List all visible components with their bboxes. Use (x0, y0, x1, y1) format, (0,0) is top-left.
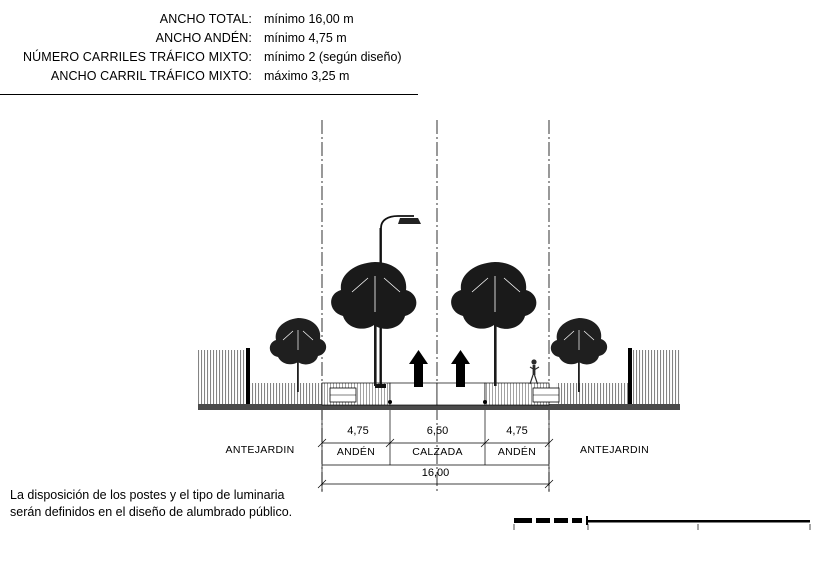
zone-label-anden-right: ANDÉN (497, 446, 537, 458)
scale-bar (514, 516, 810, 530)
wall-right (628, 348, 632, 408)
spec-label: NÚMERO CARRILES TRÁFICO MIXTO: (23, 50, 252, 64)
dimension-total: 16,00 (421, 467, 450, 479)
antejardin-right-hatch (628, 350, 680, 408)
tree-large-left (331, 262, 416, 386)
spec-label: ANCHO CARRIL TRÁFICO MIXTO: (50, 69, 252, 83)
kerb-left (388, 400, 392, 404)
wall-left (246, 348, 250, 408)
spec-value: mínimo 2 (según diseño) (264, 50, 402, 64)
note-text: La disposición de los postes y el tipo de luminaria serán definidos en el diseño de alumbrado público. (10, 488, 293, 519)
spec-value: mínimo 4,75 m (264, 31, 347, 45)
spec-label: ANCHO ANDÉN: (155, 31, 252, 45)
zone-label-calzada: CALZADA (412, 446, 463, 458)
zone-label-anden-left: ANDÉN (336, 446, 376, 458)
zone-label-antejardin-right: ANTEJARDIN (580, 444, 649, 456)
dimension-calzada: 6,50 (426, 425, 449, 437)
tree-small-left (270, 318, 326, 392)
zone-label-antejardin-left: ANTEJARDIN (225, 444, 295, 456)
arrow-up-right (451, 350, 470, 387)
traffic-direction-arrows (409, 350, 470, 387)
tree-small-right (551, 318, 607, 392)
spec-value: máximo 3,25 m (264, 69, 350, 83)
pedestrian-figure (530, 359, 539, 384)
dimension-anden-left: 4,75 (347, 425, 369, 437)
spec-value: mínimo 16,00 m (264, 12, 354, 26)
dimension-anden-right: 4,75 (506, 425, 528, 437)
spec-label: ANCHO TOTAL: (159, 12, 252, 26)
calzada-left-surface (390, 383, 437, 405)
kerb-right (483, 400, 487, 404)
antejardin-left-hatch (198, 350, 250, 408)
arrow-up-left (409, 350, 428, 387)
